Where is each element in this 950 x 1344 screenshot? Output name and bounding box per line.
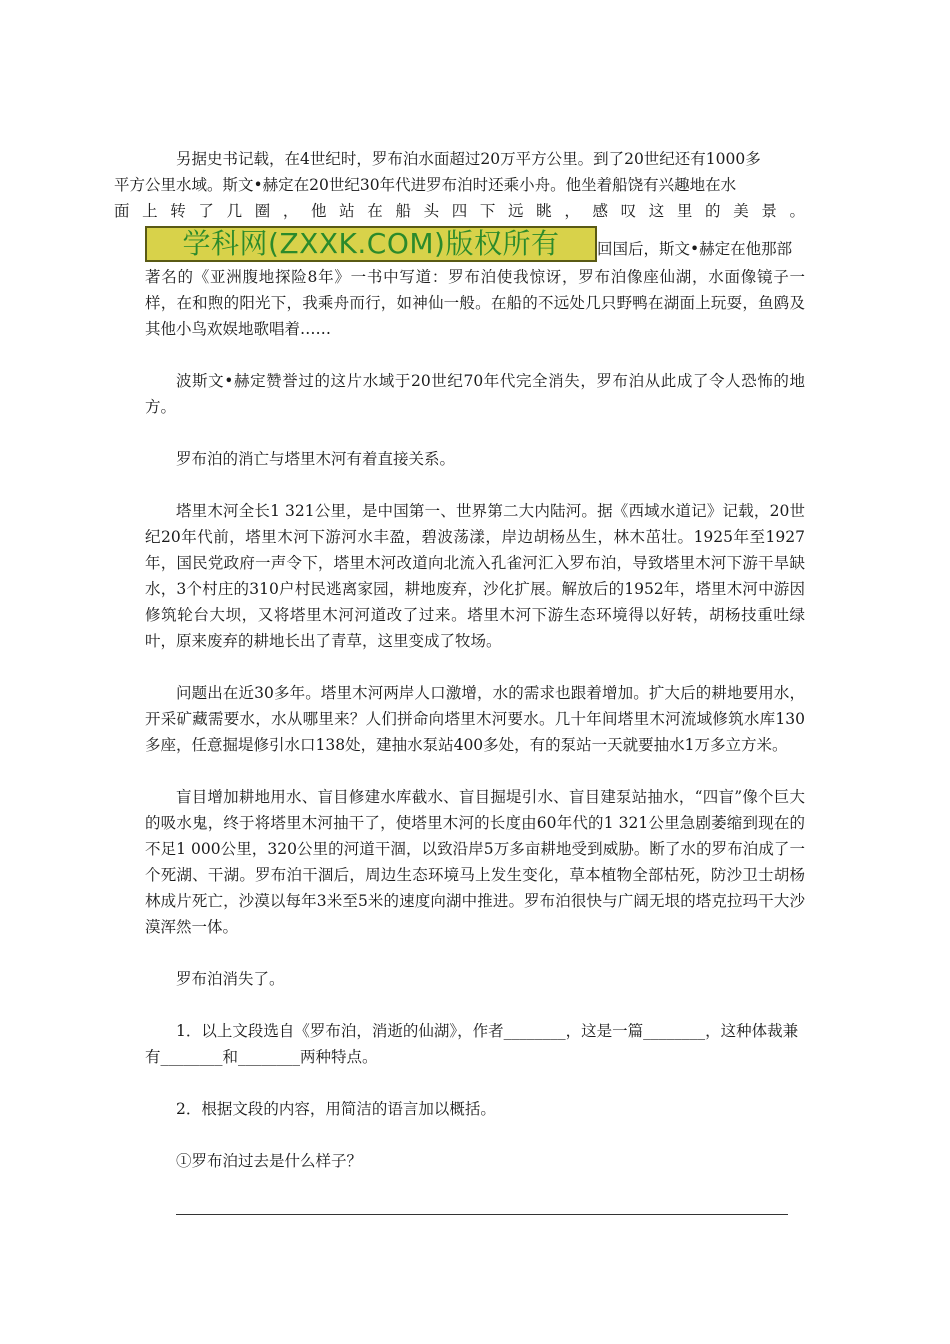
paragraph-5: 问题出在近30多年。塔里木河两岸人口激增，水的需求也跟着增加。扩大后的耕地要用水，开采矿藏需要水，水从哪里来？人们拼命向塔里木河要水。几十年间塔里木河流域修筑水库130多座，任意掘堤修引水口138处，建抽水泵站400多处，有的泵站一天就要抽水1万多立方米。 [145, 684, 805, 754]
watermark-banner: 学科网(ZXXK.COM)版权所有 [145, 226, 597, 262]
p1-line-4-after-watermark: 回国后，斯文•赫定在他那部 [597, 240, 793, 258]
watermark-row [145, 224, 805, 264]
question-1: 1．以上文段选自《罗布泊，消逝的仙湖》，作者________，这是一篇________，这种体裁兼有________和________两种特点。 [145, 1022, 799, 1066]
paragraph-3: 罗布泊的消亡与塔里木河有着直接关系。 [176, 450, 456, 468]
p1-line-1: 另据史书记载，在4世纪时，罗布泊水面超过20万平方公里。到了20世纪还有1000多 [176, 150, 761, 168]
document-body [114, 146, 805, 1200]
p1-line-2: 平方公里水域。斯文•赫定在20世纪30年代进罗布泊时还乘小舟。他坐着船饶有兴趣地在水 [114, 176, 737, 194]
paragraph-2: 波斯文•赫定赞誉过的这片水域于20世纪70年代完全消失，罗布泊从此成了令人恐怖的地方。 [145, 372, 805, 416]
paragraph-4: 塔里木河全长1 321公里，是中国第一、世界第二大内陆河。据《西域水道记》记载，20世纪20年代前，塔里木河下游河水丰盈，碧波荡漾，岸边胡杨丛生，林木茁壮。1925年至1927年，国民党政府一声令下，塔里木河改道向北流入孔雀河汇入罗布泊，导致塔里木河下游干旱缺水，3个村庄的310户村民逃离家园，耕地废弃，沙化扩展。解放后的1952年，塔里木河中游因修筑轮台大坝，又将塔里木河河道改了过来。塔里木河下游生态环境得以好转，胡杨技重吐绿叶，原来废弃的耕地长出了青草，这里变成了牧场。 [145, 502, 805, 650]
question-2: 2．根据文段的内容，用简洁的语言加以概括。 [176, 1100, 496, 1118]
paragraph-7: 罗布泊消失了。 [176, 970, 285, 988]
p1-line-3: 面上转了几圈，他站在船头四下远眺，感叹这里的美景。 [114, 202, 805, 220]
paragraph-1-continued: 著名的《亚洲腹地探险8年》一书中写道：罗布泊使我惊讶，罗布泊像座仙湖，水面像镜子一样，在和煦的阳光下，我乘舟而行，如神仙一般。在船的不远处几只野鸭在湖面上玩耍，鱼鸥及其他小鸟欢娱地歌唱着…… [145, 268, 805, 338]
answer-line[interactable] [176, 1214, 788, 1215]
paragraph-1 [114, 146, 805, 264]
question-2-sub-1: ①罗布泊过去是什么样子？ [176, 1152, 363, 1170]
paragraph-6: 盲目增加耕地用水、盲目修建水库截水、盲目掘堤引水、盲目建泵站抽水，“四盲”像个巨大的吸水鬼，终于将塔里木河抽干了，使塔里木河的长度由60年代的1 321公里急剧萎缩到现在的不足1 000公里，320公里的河道干涸，以致沿岸5万多亩耕地受到威胁。断了水的罗布泊成了一个死湖、干湖。罗布泊干涸后，周边生态环境马上发生变化，草本植物全部枯死，防沙卫士胡杨林成片死亡，沙漠以每年3米至5米的速度向湖中推进。罗布泊很快与广阔无垠的塔克拉玛干大沙漠浑然一体。 [145, 788, 805, 936]
